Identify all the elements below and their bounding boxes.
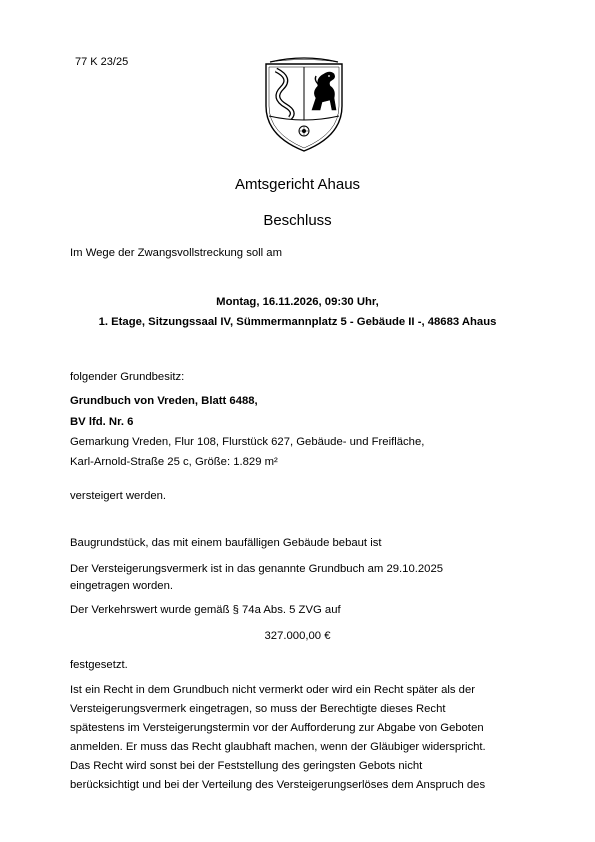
file-reference: 77 K 23/25 [75, 56, 129, 68]
parcel-description: Gemarkung Vreden, Flur 108, Flurstück 627, Gebäude- und Freifläche, [70, 436, 425, 448]
property-description: Baugrundstück, das mit einem baufälligen Gebäude bebaut ist [70, 537, 382, 549]
rights-paragraph-line: Versteigerungsvermerk eingetragen, so muss der Berechtigte dieses Recht [70, 703, 446, 715]
fixed-text: festgesetzt. [70, 659, 128, 671]
document-type-heading: Beschluss [263, 212, 332, 229]
rights-paragraph-line: Ist ein Recht in dem Grundbuch nicht vermerkt oder wird ein Recht später als der [70, 684, 475, 696]
appointment-location: 1. Etage, Sitzungssaal IV, Sümmermannplatz 5 - Gebäude II -, 48683 Ahaus [98, 316, 497, 328]
court-name: Amtsgericht Ahaus [234, 176, 361, 193]
market-value-intro: Der Verkehrswert wurde gemäß § 74a Abs. 5 ZVG auf [70, 604, 341, 616]
appointment-datetime: Montag, 16.11.2026, 09:30 Uhr, [216, 296, 379, 308]
property-intro: folgender Grundbesitz: [70, 371, 185, 383]
nrw-coat-of-arms-icon [256, 54, 352, 154]
rights-paragraph-line: spätestens im Versteigerungstermin vor der Aufforderung zur Abgabe von Geboten [70, 722, 484, 734]
auctioned-text: versteigert werden. [70, 490, 167, 502]
rights-paragraph-line: Das Recht wird sonst bei der Feststellung des geringsten Gebots nicht [70, 760, 423, 772]
market-value-amount: 327.000,00 € [264, 630, 331, 642]
rights-paragraph-line: anmelden. Er muss das Recht glaubhaft machen, wenn der Gläubiger widerspricht. [70, 741, 486, 753]
intro-text: Im Wege der Zwangsvollstreckung soll am [70, 247, 283, 259]
rights-paragraph-line: berücksichtigt und bei der Verteilung des Versteigerungserlöses dem Anspruch des [70, 779, 486, 791]
property-address-size: Karl-Arnold-Straße 25 c, Größe: 1.829 m² [70, 456, 278, 468]
bv-number: BV lfd. Nr. 6 [70, 416, 134, 428]
auction-note-line-1: Der Versteigerungsvermerk ist in das genannte Grundbuch am 29.10.2025 [70, 563, 444, 575]
auction-note-line-2: eingetragen worden. [70, 580, 174, 592]
land-register-entry: Grundbuch von Vreden, Blatt 6488, [70, 395, 258, 407]
